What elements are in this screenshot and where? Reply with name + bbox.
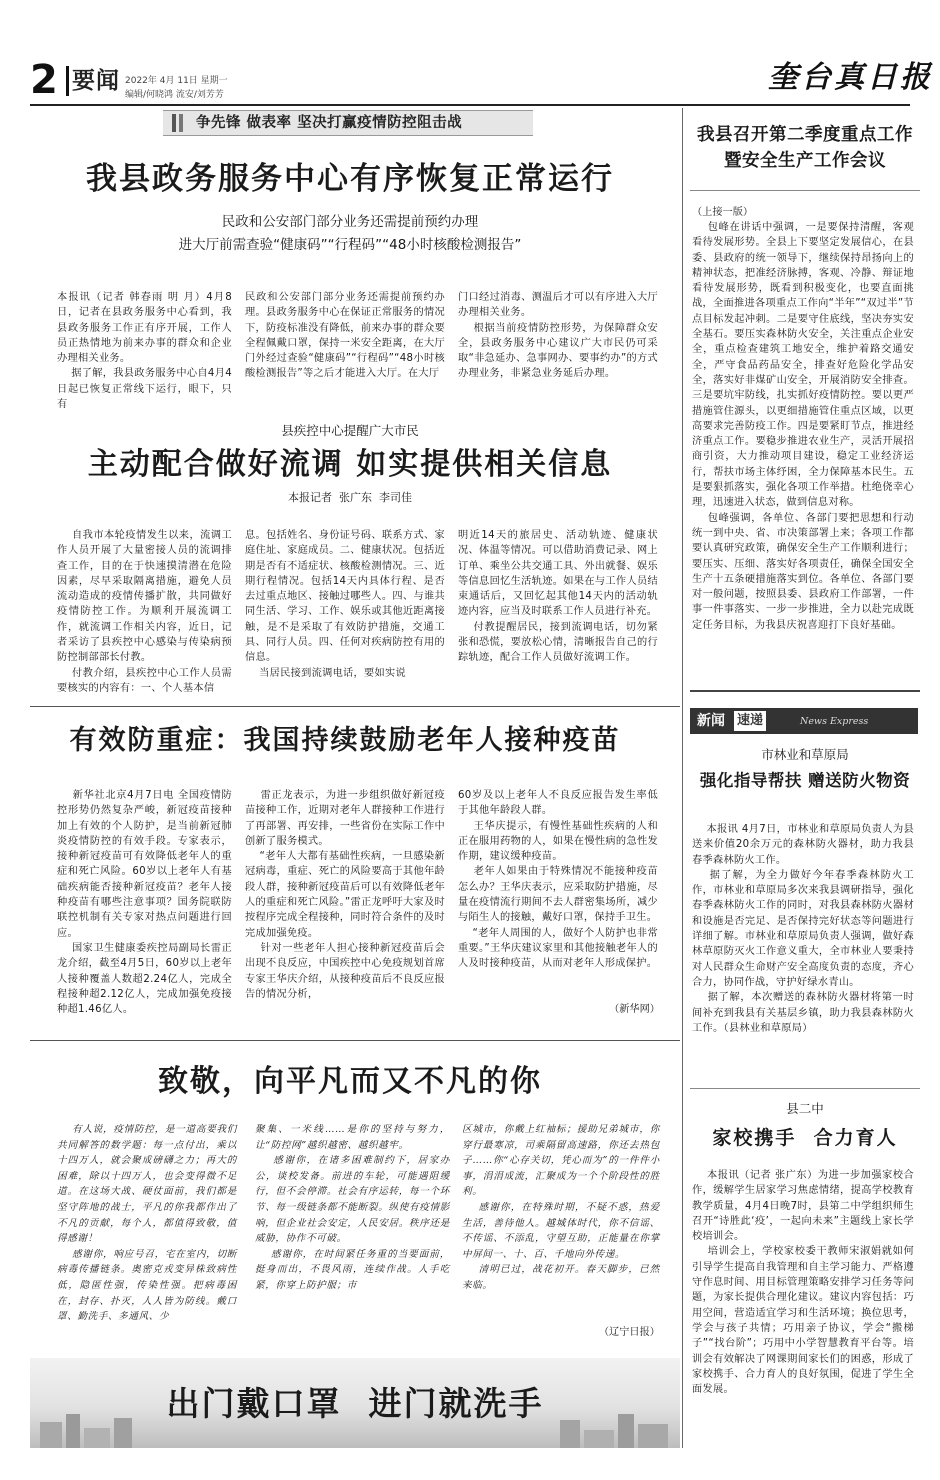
banner-bars-icon	[172, 114, 188, 132]
side1-headline-line2: 暨安全生产工作会议	[724, 151, 886, 171]
side1-continued: （上接一版）	[692, 207, 754, 218]
express-item2-org: 县二中	[786, 1101, 824, 1116]
news-express-english: News Express	[800, 716, 869, 727]
article4-rule	[30, 1040, 680, 1041]
article3-column-2: 雷正龙表示，为进一步组织做好新冠疫苗接种工作，近期对老年人群接种工作进行了再部署、再安排，一些省份在实际工作中创新了服务模式。 “老年人大都有基础性疾病，一旦感染新冠病毒，重症、死亡的风险要高于其他年龄段人群，接种新冠疫苗后可以有效降低老年人的重症和死亡风险。”雷正龙呼吁大家及时按程序完成全程接种，同时符合条件的及时完成加强免疫。 针对一些老年人担心接种新冠疫苗后会出现不良反应，中国疾控中心免疫规划首席专家王华庆介绍，从接种疫苗后不良反应报告的情况分析，	[245, 790, 445, 1000]
side1-body: 包峰在讲话中强调，一是要保持清醒，客观看待发展形势。全县上下要坚定发展信心，在县委、县政府的统一领导下，继续保持昂扬向上的精神状态，把准经济脉搏，客观、冷静、辩证地看待发展形势，既看到积极变化，也要直面挑战，全面推进各项重点工作向“半年”“双过半”节点目标发起冲刺。二是要守住底线，坚决夯实安全基石。要压实森林防火安全，关注重点企业安全，重点检查建筑工地安全，维护着路交通安全，严守食品药品安全，排查好危险化学品安全，落实好非煤矿山安全，开展消防安全排查。三是要坑牢防线，扎实抓好疫情防控。要以更严措施管住源头，以更细措施管住重点区域，以更高要求完善防疫工作。四是要紧盯节点，推进经济重点工作。要稳步推进农业生产，灵活开展招商引资，大力推动项目建设，稳定工业经济运行，帮扶市场主体纾困，全力保障基本民生。五是要狠抓落实，强化各项工作举措。杜绝侥幸心理，迅速进入状态，做到信息对称。 包峰强调，各单位、各部门要把思想和行动统一到中央、省、市决策部署上来；各项工作都要认真研究政策，确保安全生产工作顺利进行；要压实、压细、落实好各项责任，确保全国安全生产十五条硬措施落实到位。各单位、各部门要对一般问题，按照县委、县政府工作部署，一件事一件事落实、一步一步推进，全力以赴完成既定任务目标，为我县庆祝喜迎打下良好基础。	[692, 222, 914, 631]
masthead-divider	[66, 66, 69, 96]
article4-column-2: 聚集、一米线……是你的坚持与努力，让“防控网”越织越密、越织越牢。 感谢你，在诸多困难制约下，居家办公，谈校发备。前进的车轮，可能遇阻缓行，但不会停滞。社会有序运转，每一个环节、每一级链条都不能断裂。纵使有疫情影响，但企业社会安定，人民安居。秩序还是威胁，协作不可破。 感谢你，在时间紧任务重的当要面前，挺身而出，不畏风雨，连续作战。人手吃紧，你穿上防护服；市	[255, 1124, 450, 1291]
article1-column-1: 本报讯（记者 韩春雨 明 月）4月8日，记者在县政务服务中心看到，我县政务服务工作正有序开展，工作人员正热情地为前来办事的群众和企业办理相关业务。 据了解，我县政务服务中心自4月4日起已恢复正常线下运行，眼下，只有	[57, 292, 232, 411]
article4-source: （辽宁日报）	[598, 1327, 660, 1338]
express-item-separator	[690, 1088, 920, 1089]
news-express-accent: 速递	[734, 711, 766, 731]
article1-subhead2: 进大厅前需查验“健康码”“行程码”“48小时核酸检测报告”	[178, 237, 522, 253]
article1-column-3: 门口经过消毒、测温后才可以有序进入大厅办理相关业务。 根据当前疫情防控形势，为保障群众安全，县政务服务中心建议广大市民仍可采取“非急延办、急事网办、要事约办”的方式办理业务，非紧急业务延后办理。	[458, 292, 658, 380]
article1-column-2: 民政和公安部门部分业务还需提前预约办理。县政务服务中心在保证正常服务的情况下，防疫标准没有降低，前来办事的群众要全程佩戴口罩，保持一米安全距离，在大厅门外经过查验“健康码”“行程码”“48小时核酸检测报告”等之后才能进入大厅。在大厅	[245, 292, 445, 380]
express-item1-org: 市林业和草原局	[761, 747, 849, 762]
article3-column-3: 60岁及以上老年人不良反应报告发生率低于其他年龄段人群。 王华庆提示，有慢性基础性疾病的人和正在服用药物的人，如果在慢性病的急性发作期，建议缓种疫苗。 老年人如果由于特殊情况不能接种疫苗怎么办？王华庆表示，应采取防护措施，尽量在疫情流行期间不去人群密集场所，减少与陌生人的接触，戴好口罩，保持手卫生。 “老年人周围的人，做好个人防护也非常重要。”王华庆建议家里和其他接触老年人的人及时接种疫苗，从而对老年人形成保护。	[458, 790, 658, 970]
article1-subhead1: 民政和公安部门部分业务还需提前预约办理	[221, 214, 479, 230]
page-number: 2	[30, 57, 58, 103]
article3-column-1: 新华社北京4月7日电 全国疫情防控形势仍然复杂严峻，新冠疫苗接种加上有效的个人防护，是当前新冠肺炎疫情防控的有效手段。专家表示，接种新冠疫苗可有效降低老年人的重症和死亡风险。60岁以上老年人有基础疾病能否接种新冠疫苗？老年人接种疫苗有哪些注意事项？国务院联防联控机制有关专家对热点问题进行回应。 国家卫生健康委疾控局副局长雷正龙介绍，截至4月5日，60岁以上老年人接种覆盖人数超2.24亿人，完成全程接种超2.12亿人，完成加强免疫接种超1.46亿人。	[57, 790, 233, 1016]
news-express-label: 新闻	[697, 713, 725, 729]
side1-headline-line1: 我县召开第二季度重点工作	[697, 125, 913, 145]
article4-column-1: 有人说，疫情防控，是一道高要我们共同解答的数学题：每一点付出，乘以十四万人，就会聚成磅礴之力；再大的困难，除以十四万人，也会变得微不足道。在这场大战、硬仗面前，我们都是坚守阵地的战士，平凡的你我都作出了不凡的贡献，每个人，都值得致敬，值得感谢！ 感谢你，响应号召，宅在室内，切断病毒传播链条。奥密克戎变异株致病性低，隐匿性强，传染性强。把病毒困在，封存、扑灭，人人皆为防线。戴口罩、勤洗手、多通风、少	[57, 1124, 237, 1323]
article3-source: （新华网）	[609, 1004, 660, 1015]
article4-column-3: 区城市，你戴上红袖标；援助兄弟城市，你穿行最寒凉，司乘隔留高速路，你还去热包子……你“心存关切，凭心而为”的一件件小事，涓涓成流，汇聚成为一个个阶段性的胜利。 感谢你，在特殊时期，不疑不惑，热爱生活，善待他人。越城体时代，你不信谣、不传谣、不添乱，守望互助，正能量在你掌中屏间一、十、百、千地向外传递。 清明已过，战花初开。春天脚步，已然来临。	[462, 1124, 660, 1291]
article2-byline: 本报记者 张广东 李司佳	[288, 491, 412, 504]
banner-text: 争先锋 做表率 坚决打赢疫情防控阻击战	[196, 115, 463, 131]
date-line: 2022年 4月 11日 星期一	[125, 76, 228, 86]
express-item2-body: 本报讯（记者 张广东）为进一步加强家校合作，缓解学生居家学习焦虑情绪，提高学校教育教学质量，4月4日晚7时，县第二中学组织师生召开“诗胜此‘疫’，一起向未来”主题线上家长学校培训会。 培训会上，学校家校委干教师宋淑娟就如何引导学生提高自我管理和自主学习能力、严格遵守作息时间、用目标管理策略安排学习任务等问题，为家长提供合理化建议。建议内容包括：巧用空间，营造适宜学习和生活环境；换位思考，学会与孩子共情；巧用亲子协议，学会“搬梯子”“找台阶”；巧用中小学智慧教育平台等。培训会有效解决了网课期间家长们的困惑，形成了家校携手、合力育人的良好氛围，促进了学生全面发展。	[692, 1170, 914, 1396]
side1-rule	[690, 190, 920, 191]
express-item2-headline: 家校携手 合力育人	[712, 1127, 898, 1149]
article2-column-3: 明近14天的旅居史、活动轨迹、健康状况、体温等情况。可以借助消费记录、网上订单、乘坐公共交通工具、外出就餐、娱乐等信息回忆生活轨迹。如果在与工作人员结束通话后，又回忆起其他14天内的活动轨迹内容，应当及时联系工作人员进行补充。 付教提醒居民，接到流调电话，切勿紧张和恐慌，要放松心情，清晰报告自己的行踪轨迹，配合工作人员做好流调工作。	[458, 530, 658, 664]
article2-kicker: 县疾控中心提醒广大市民	[281, 423, 419, 438]
column-separator	[682, 108, 683, 1448]
article1-headline: 我县政务服务中心有序恢复正常运行	[86, 161, 614, 197]
article3-headline: 有效防重症：我国持续鼓励老年人接种疫苗	[69, 725, 621, 756]
masthead-rule	[30, 104, 910, 106]
article2-column-2: 息。包括姓名、身份证号码、联系方式、家庭住址、家庭成员。二、健康状况。包括近期是否有不适症状、核酸检测情况。三、近期行程情况。包括14天内具体行程、是否去过重点地区、接触过哪些人。四、与谁共同生活、学习、工作、娱乐或其他近距离接触，是不是采取了有效防护措施，交通工具、同行人员。四、任何对疾病防控有用的信息。 当居民接到流调电话，要如实说	[245, 530, 445, 679]
section-name: 要闻	[72, 68, 120, 94]
article3-rule	[30, 706, 680, 707]
article2-column-1: 自我市本轮疫情发生以来，流调工作人员开展了大量密接人员的流调排查工作，目的在于快速摸清潜在危险因素，尽早采取隔离措施，避免人员流动造成的疫情传播扩散，共同做好疫情防控工作。为顺利开展流调工作，就流调工作相关内容，近日，记者采访了县疾控中心感染与传染病预防控制部部长付教。 付教介绍，县疾控中心工作人员需要核实的内容有：一、个人基本信	[57, 530, 233, 694]
article2-headline: 主动配合做好流调 如实提供相关信息	[87, 447, 613, 482]
express-item1-headline: 强化指导帮扶 赠送防火物资	[699, 771, 911, 790]
article4-headline: 致敬，向平凡而又不凡的你	[158, 1064, 542, 1099]
side1-bottom-rule	[690, 690, 920, 692]
slogan-text: 出门戴口罩 进门就洗手	[166, 1384, 544, 1423]
express-item1-body: 本报讯 4月7日，市林业和草原局负责人为县送来价值20余万元的森林防火器材，助力我县春季森林防火工作。 据了解，为全力做好今年春季森林防火工作，市林业和草原局多次来我县调研指导，强化春季森林防火工作的同时，对我县森林防火器材和设施是否完足、是否保持完好状态等问题进行详细了解。市林业和草原局负责人强调，做好森林草原防灭火工作意义重大，全市林业人要秉持对人民群众生命财产安全高度负责的态度，齐心合力，协同作战，守护好绿水青山。 据了解，本次赠送的森林防火器材将第一时间补充到我县有关基层乡镇，助力我县森林防火工作。（县林业和草原局）	[692, 824, 915, 1034]
paper-logo: 奎台真日报	[768, 60, 933, 95]
editor-line: 编辑/何晓鸿 流安/刘芳芳	[125, 90, 224, 100]
